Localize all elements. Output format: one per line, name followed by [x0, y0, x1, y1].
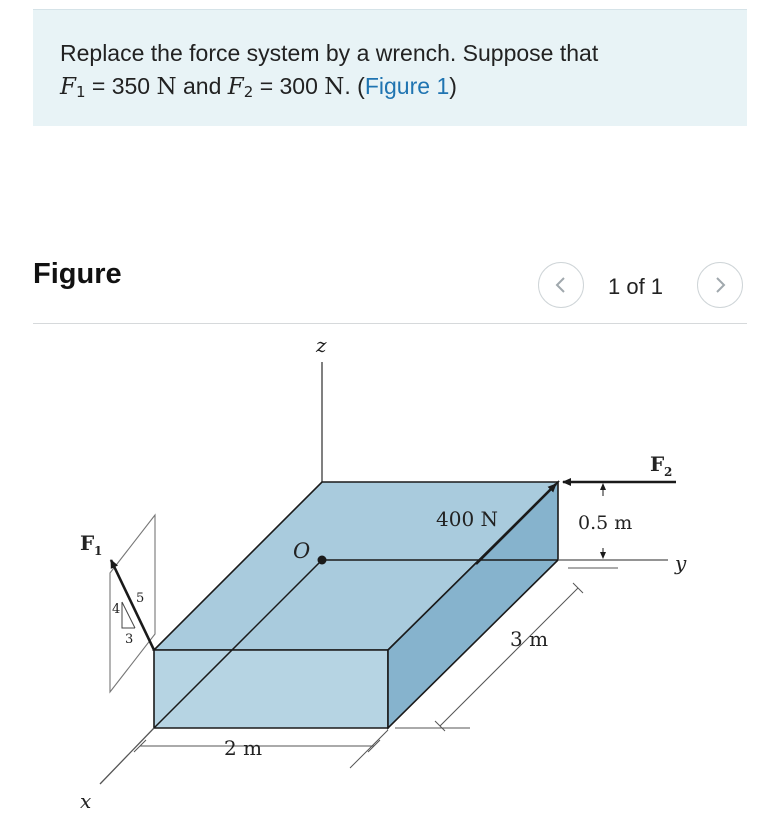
f2-label-subscript: 2 [664, 465, 673, 479]
figure-title: Figure [33, 258, 122, 290]
f2-symbol: F [227, 74, 244, 100]
f1-value: = 350 [91, 73, 151, 99]
origin-point [318, 556, 327, 565]
f1-symbol: F [60, 74, 76, 100]
f2-value: = 300 [259, 73, 318, 99]
dim-half-label: 0.5 m [578, 512, 633, 534]
figure-counter: 1 of 1 [608, 274, 664, 299]
slope-label-4: 4 [112, 602, 121, 617]
origin-label: O [293, 539, 311, 563]
figure-link[interactable]: Figure 1 [364, 73, 450, 99]
slope-label-5: 5 [136, 591, 145, 606]
x-axis-line [100, 728, 154, 784]
f2-subscript: 2 [243, 83, 254, 101]
f2-unit: N [324, 74, 345, 100]
z-axis-label: z [316, 333, 327, 357]
f1-label-subscript: 1 [94, 544, 103, 558]
dim-2m-ext [350, 730, 388, 768]
close-paren: ) [449, 73, 457, 99]
slope-label-3: 3 [125, 632, 134, 647]
force-400n-label: 400 N [436, 507, 499, 531]
box-front-face [154, 650, 388, 728]
dim-3m-label: 3 m [510, 627, 549, 651]
and-word: and [183, 73, 222, 99]
f2-label: F [650, 452, 665, 476]
f1-unit: N [156, 74, 177, 100]
dim-2m-label: 2 m [224, 736, 263, 760]
y-axis-label: y [675, 551, 687, 575]
f1-subscript: 1 [75, 83, 86, 101]
x-axis-label: x [80, 789, 92, 813]
period-paren: . ( [344, 73, 365, 99]
f1-label: F [80, 531, 95, 555]
problem-line-1: Replace the force system by a wrench. Suppose that [60, 40, 599, 66]
